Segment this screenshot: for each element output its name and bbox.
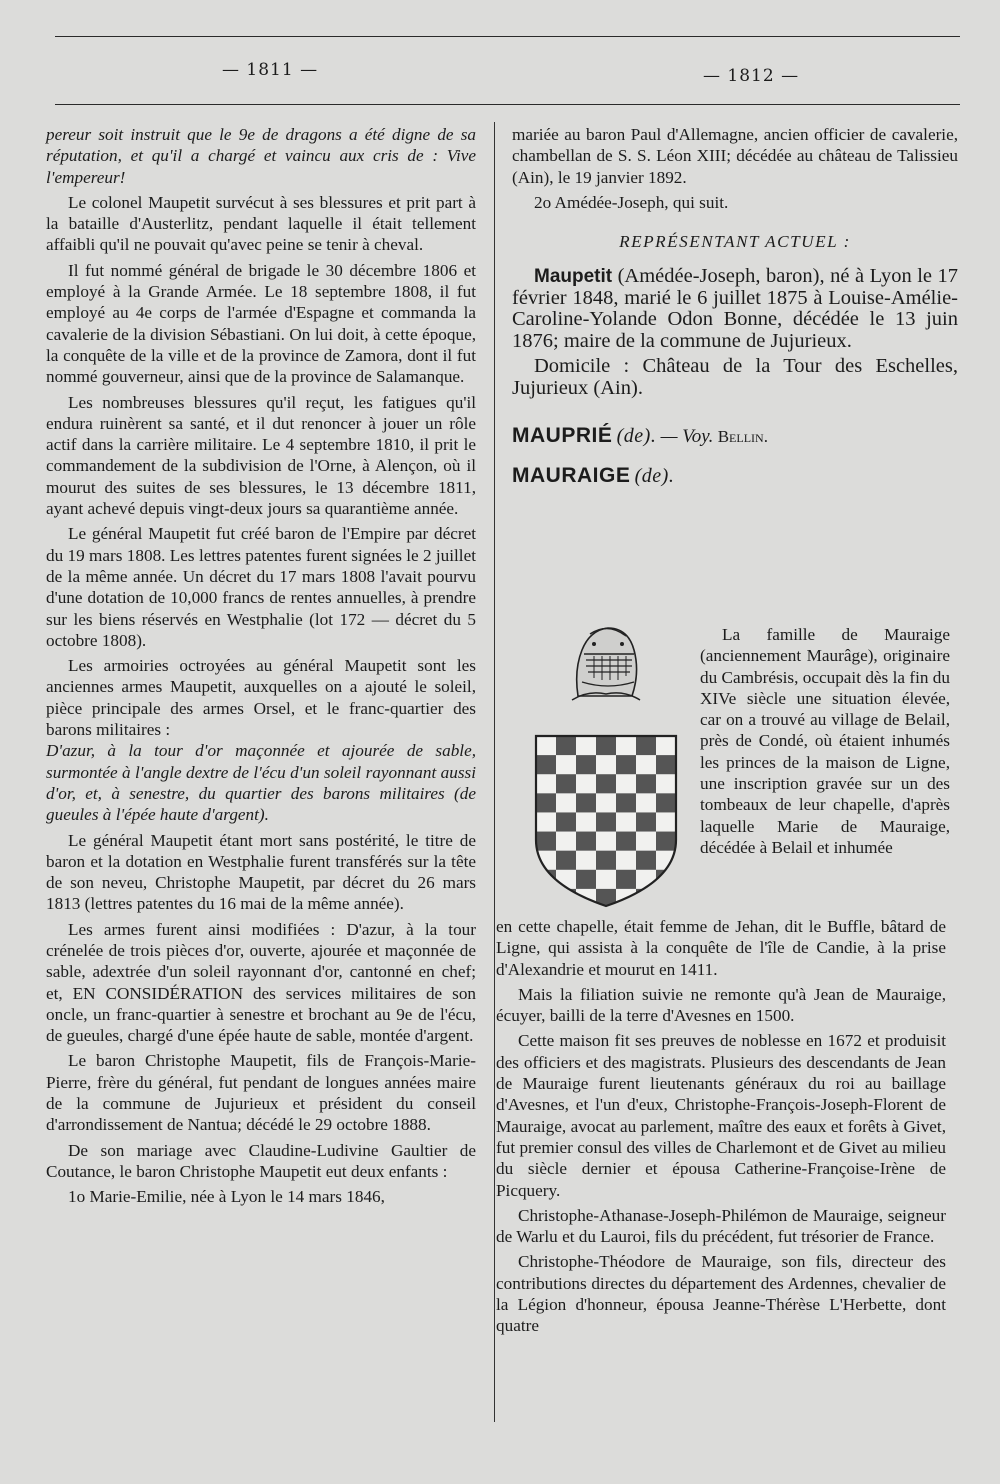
mauraige-intro-float	[700, 624, 950, 862]
shield-check	[656, 812, 676, 831]
paragraph: Les nombreuses blessures qu'il reçut, les fatigues qu'il endura ruinèrent sa santé, et il dut renoncer à jouer un rôle actif dans la carrière militaire. Le 4 septembre 1810, il prit le commandement de la subdivision de l'Orne, à Alençon, où il mourut des suites de ses blessures, le 13 décembre 1811, ayant achevé depuis vingt-deux jours sa quarantième année.	[46, 392, 476, 519]
knight-helmet-icon	[568, 620, 642, 702]
paragraph: Il fut nommé général de brigade le 30 décembre 1806 et employé à la Grande Armée. Le 18 septembre 1808, il fut employé au 4e corps de l'armée d'Espagne et commanda la cavalerie de la division Sébastiani. On lui doit, à cette époque, la conquête de la ville et de la province de Zamora, dont il fut nommé gouverneur, ainsi que de la province de Salamanque.	[46, 260, 476, 387]
shield-check	[656, 774, 676, 793]
paragraph: Le baron Christophe Maupetit, fils de François-Marie-Pierre, frère du général, fut pendant de longues années maire de la commune de Jujurieux et président du conseil d'arrondissement de Nantua; décédé le 29 octobre 1888.	[46, 1051, 476, 1135]
see-reference: — Voy.	[660, 425, 714, 447]
shield-check	[636, 793, 656, 812]
shield-check	[616, 870, 636, 889]
shield-check	[616, 832, 636, 851]
top-rule	[55, 36, 960, 37]
entry-particle: (de).	[616, 424, 657, 447]
checky-shield-icon	[530, 730, 682, 910]
shield-check	[556, 774, 576, 793]
shield-check	[536, 793, 556, 812]
shield-check	[556, 851, 576, 870]
shield-check	[636, 736, 656, 755]
shield-check	[656, 793, 676, 812]
entry-title: MAURAIGE	[512, 464, 631, 488]
shield-check	[536, 755, 556, 774]
shield-check	[596, 736, 616, 755]
paragraph: De son mariage avec Claudine-Ludivine Gaultier de Coutance, le baron Christophe Maupetit eut deux enfants :	[46, 1140, 476, 1181]
shield-check	[556, 832, 576, 851]
paragraph: mariée au baron Paul d'Allemagne, ancien officier de cavalerie, chambellan de S. S. Léon XIII; décédée au château de Talissieu (Ain), le 19 janvier 1892.	[512, 125, 958, 187]
shield-check	[596, 774, 616, 793]
shield-check	[576, 832, 596, 851]
shield-check	[536, 774, 556, 793]
shield-check	[616, 793, 636, 812]
shield-check	[636, 755, 656, 774]
shield-check	[576, 755, 596, 774]
shield-check	[536, 870, 556, 889]
entry-mauraige	[512, 465, 958, 487]
shield-check	[576, 870, 596, 889]
section-label: REPRÉSENTANT ACTUEL :	[619, 232, 851, 252]
shield-check	[576, 812, 596, 831]
right-page-number: — 1812 —	[703, 66, 800, 86]
shield-check	[616, 736, 636, 755]
shield-check	[636, 851, 656, 870]
paragraph: Cette maison fit ses preuves de noblesse en 1672 et produisit des officiers et des magistrats. Plusieurs des descendants de Jean de Mauraige furent lieutenants généraux du roi au baillage d'Avesnes, et l'un d'eux, Christophe-François-Joseph-Florent de Mauraige, avocat au parlement, maître des eaux et forêts à Givet, fut premier consul des villes de Charlemont et de Givet au milieu du siècle dernier et épousa Catherine-Françoise-Irène de Picquery.	[496, 1031, 946, 1200]
paragraph: Les armoiries octroyées au général Maupetit sont les anciennes armes Maupetit, auxquelles on a ajouté le soleil, pièce principale des armes Orsel, et le franc-quartier des barons militaires :	[46, 656, 476, 740]
shield-check	[576, 774, 596, 793]
shield-check	[556, 755, 576, 774]
paragraph: en cette chapelle, était femme de Jehan, dit le Buffle, bâtard de Ligne, qui assista à la conquête de l'île de Candie, à la prise d'Alexandrie et mourut en 1411.	[496, 917, 946, 979]
shield-check	[536, 736, 556, 755]
shield-check	[616, 755, 636, 774]
shield-check	[536, 812, 556, 831]
shield-check	[576, 851, 596, 870]
shield-check	[596, 851, 616, 870]
shield-check	[656, 889, 676, 908]
left-page-number: — 1811 —	[222, 60, 319, 80]
see-reference-target: Bellin.	[717, 426, 768, 446]
shield-check	[656, 736, 676, 755]
paragraph: Mais la filiation suivie ne remonte qu'à Jean de Mauraige, écuyer, bailli de la terre d'Avesnes en 1500.	[496, 984, 946, 1026]
entry-title: MAUPRIÉ	[512, 423, 613, 447]
paragraph: Le général Maupetit étant mort sans postérité, le titre de baron et la dotation en Westphalie furent transférés sur la tête de son neveu, Christophe Maupetit, par décret du 26 mars 1813 (lettres patentes du 16 mai de la même année).	[46, 830, 476, 914]
shield-check	[576, 736, 596, 755]
representative-domicile: Domicile : Château de la Tour des Eschelles, Jujurieux (Ain).	[512, 355, 958, 399]
shield-check	[616, 851, 636, 870]
column-divider	[494, 122, 495, 1422]
shield-check	[536, 889, 556, 908]
entry-mauprie	[512, 425, 958, 447]
shield-check	[636, 832, 656, 851]
shield-check	[656, 832, 676, 851]
shield-check	[596, 870, 616, 889]
shield-check	[636, 812, 656, 831]
paragraph: pereur soit instruit que le 9e de dragons a été digne de sa réputation, et qu'il a chargé et vaincu aux cris de : Vive l'empereur!	[46, 125, 476, 187]
shield-check	[616, 812, 636, 831]
shield-check	[556, 793, 576, 812]
paragraph: Les armes furent ainsi modifiées : D'azur, à la tour crénelée de trois pièces d'or, ouverte, ajourée et maçonnée de sable, adextrée d'un soleil rayonnant d'or, cantonné en chef; et, EN CONSIDÉRATION des services militaires de son oncle, un franc-quartier à senestre et brochant au 9e de l'écu, de gueules, chargé d'une épée haute de sable, montée d'argent.	[46, 919, 476, 1046]
representative-name: Maupetit	[534, 266, 613, 288]
header-rule	[55, 104, 960, 105]
left-column	[46, 124, 476, 1212]
paragraph: 2o Amédée-Joseph, qui suit.	[534, 192, 729, 212]
shield-check	[556, 736, 576, 755]
shield-check	[656, 755, 676, 774]
paragraph: Christophe-Athanase-Joseph-Philémon de Mauraige, seigneur de Warlu et du Lauroi, fils du précédent, fut trésorier de France.	[496, 1205, 946, 1247]
shield-check	[596, 812, 616, 831]
shield-check	[616, 774, 636, 793]
shield-check	[556, 812, 576, 831]
entry-particle: (de).	[634, 465, 675, 488]
shield-check	[596, 755, 616, 774]
representative-entry	[512, 266, 958, 352]
shield-check	[596, 832, 616, 851]
paragraph: Christophe-Théodore de Mauraige, son fils, directeur des contributions directes du département des Ardennes, chevalier de la Légion d'honneur, épousa Jeanne-Thérèse L'Herbette, dont quatre	[496, 1252, 946, 1336]
paragraph: 1o Marie-Emilie, née à Lyon le 14 mars 1846,	[68, 1187, 385, 1207]
paragraph: Le colonel Maupetit survécut à ses blessures et prit part à la bataille d'Austerlitz, pendant laquelle il était tellement affaibli qu'il ne pouvait qu'avec peine se tenir à cheval.	[46, 192, 476, 255]
paragraph: La famille de Mauraige (anciennement Maurâge), originaire du Cambrésis, occupait dès la fin du XIVe siècle une situation élevée, car on a trouvé au village de Belail, près de Condé, où étaient inhumés les princes de la maison de Ligne, une inscription gravée sur un des tombeaux de leur chapelle, d'après laquelle Marie de Mauraige, décédée à Belail et inhumée	[700, 625, 950, 857]
representative-details: (Amédée-Joseph, baron), né à Lyon le 17 février 1848, marié le 6 juillet 1875 à Louise-Amélie-Caroline-Yolande Odon Bonne, décédée le 13 juin 1876; maire de la commune de Jujurieux.	[512, 265, 958, 352]
shield-check	[596, 793, 616, 812]
shield-check	[636, 774, 656, 793]
shield-check	[536, 832, 556, 851]
right-column-upper	[512, 124, 958, 492]
paragraph: Le général Maupetit fut créé baron de l'Empire par décret du 19 mars 1808. Les lettres patentes furent signées le 2 juillet de la même année. Un décret du 17 mars 1808 l'avait pourvu d'une dotation de 10,000 francs de rentes annuelles, à prendre sur les biens réservés en Westphalie (lot 172 — décret du 5 octobre 1808).	[46, 524, 476, 650]
blazon-text: D'azur, à la tour d'or maçonnée et ajourée de sable, surmontée à l'angle dextre de l'écu d'un soleil rayonnant aussi d'or, et, à senestre, du quartier des barons militaires (de gueules à l'épée haute d'argent).	[46, 741, 476, 825]
right-column-lower	[496, 916, 946, 1341]
shield-check	[576, 793, 596, 812]
shield-check	[656, 870, 676, 889]
